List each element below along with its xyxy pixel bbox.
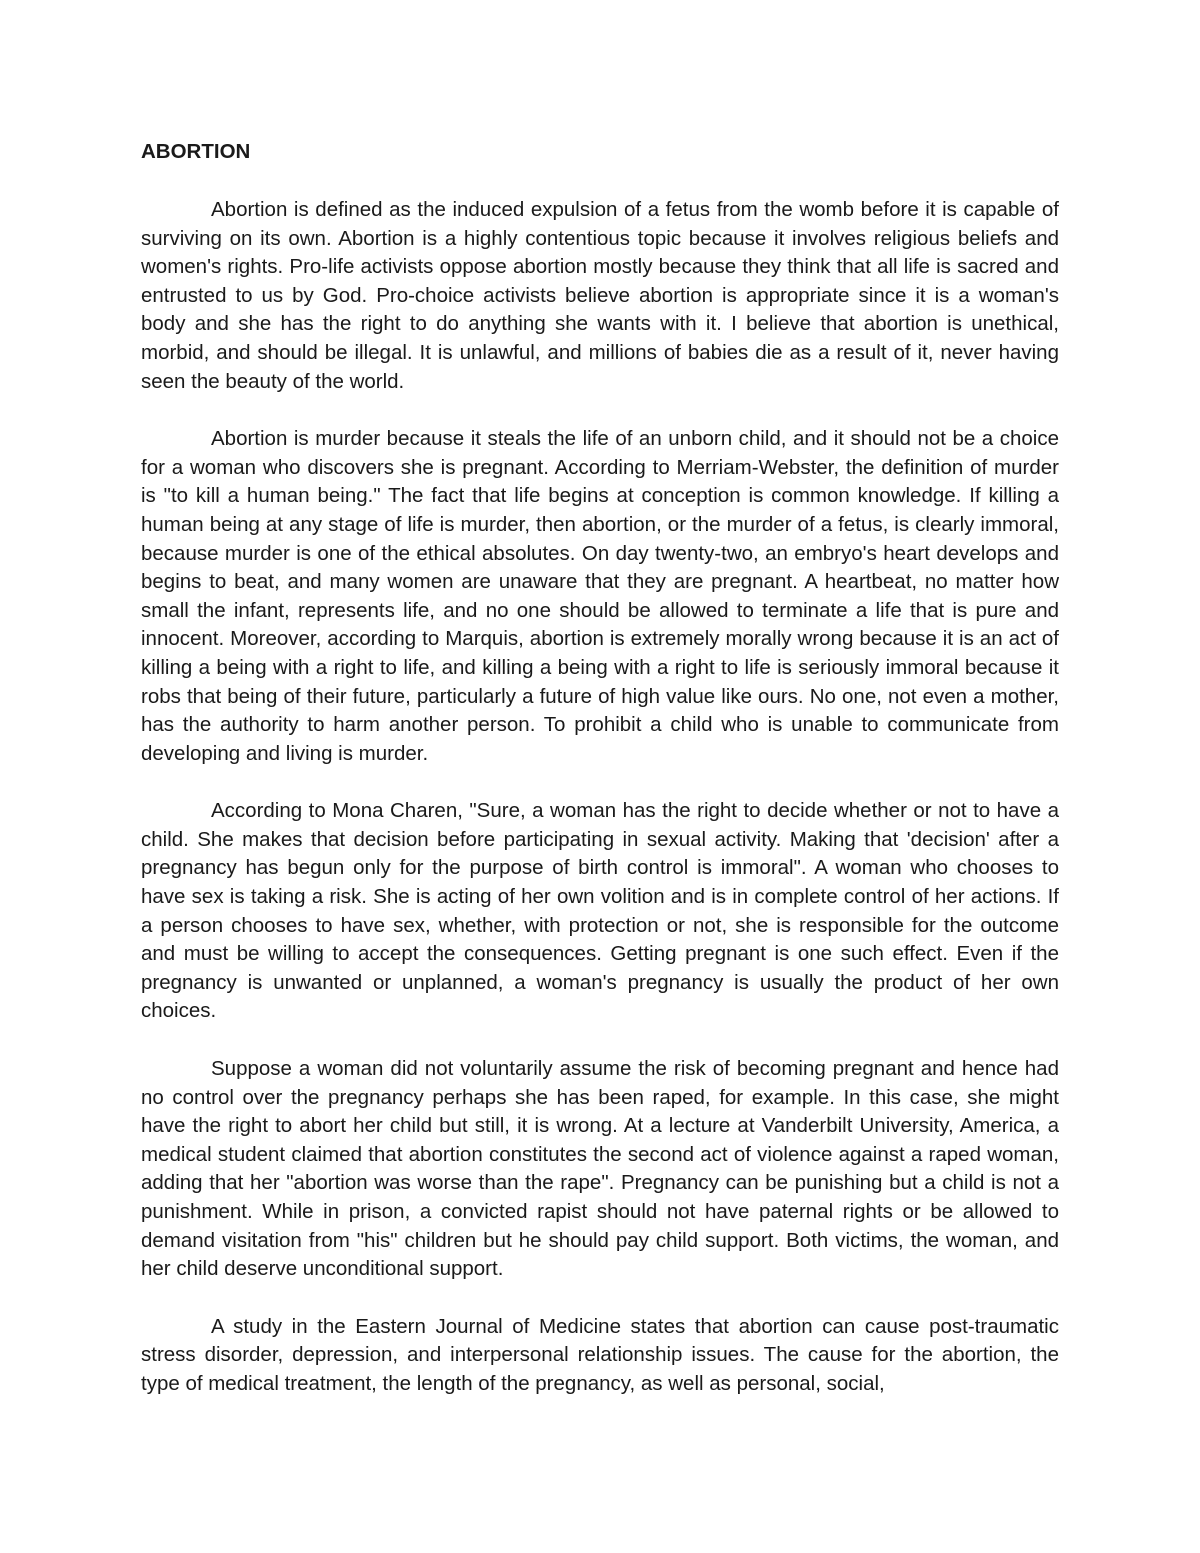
paragraph-murder-argument: Abortion is murder because it steals the life of an unborn child, and it should not be a choice for a woman who discovers she is pregnant. According to Merriam-Webster, the definition of murder is "to kill a human being." The fact that life begins at conception is common knowledge. If killing a human being at any stage of life is murder, then abortion, or the murder of a fetus, is clearly immoral, because murder is one of the ethical absolutes. On day twenty-two, an embryo's heart develops and begins to beat, and many women are unaware that they are pregnant. A heartbeat, no matter how small the infant, represents life, and no one should be allowed to terminate a life that is pure and innocent. Moreover, according to Marquis, abortion is extremely morally wrong because it is an act of killing a being with a right to life, and killing a being with a right to life is seriously immoral because it robs that being of their future, particularly a future of high value like ours. No one, not even a mother, has the authority to harm another person. To prohibit a child who is unable to communicate from developing and living is murder. [141,427,1059,765]
paragraph-charen-quote: According to Mona Charen, "Sure, a woman has the right to decide whether or not to have a child. She makes that decision before participating in sexual activity. Making that 'decision' after a pregnancy has begun only for the purpose of birth control is immoral". A woman who chooses to have sex is taking a risk. She is acting of her own volition and is in complete control of her actions. If a person chooses to have sex, whether, with protection or not, she is responsible for the outcome and must be willing to accept the consequences. Getting pregnant is one such effect. Even if the pregnancy is unwanted or unplanned, a woman's pregnancy is usually the product of her own choices. [141,799,1059,1023]
document-title: ABORTION [141,140,251,163]
document-body [141,138,1059,1399]
paragraph-rape-case: Suppose a woman did not voluntarily assume the risk of becoming pregnant and hence had no control over the pregnancy perhaps she has been raped, for example. In this case, she might have the right to abort her child but still, it is wrong. At a lecture at Vanderbilt University, America, a medical student claimed that abortion constitutes the second act of violence against a raped woman, adding that her "abortion was worse than the rape". Pregnancy can be punishing but a child is not a punishment. While in prison, a convicted rapist should not have paternal rights or be allowed to demand visitation from "his" children but he should pay child support. Both victims, the woman, and her child deserve unconditional support. [141,1057,1059,1281]
paragraph-definition: Abortion is defined as the induced expulsion of a fetus from the womb before it is capable of surviving on its own. Abortion is a highly contentious topic because it involves religious beliefs and women's rights. Pro-life activists oppose abortion mostly because they think that all life is sacred and entrusted to us by God. Pro-choice activists believe abortion is appropriate since it is a woman's body and she has the right to do anything she wants with it. I believe that abortion is unethical, morbid, and should be illegal. It is unlawful, and millions of babies die as a result of it, never having seen the beauty of the world. [141,198,1059,393]
paragraph-medical-study: A study in the Eastern Journal of Medicine states that abortion can cause post-traumatic stress disorder, depression, and interpersonal relationship issues. The cause for the abortion, the type of medical treatment, the length of the pregnancy, as well as personal, social, [141,1314,1059,1395]
